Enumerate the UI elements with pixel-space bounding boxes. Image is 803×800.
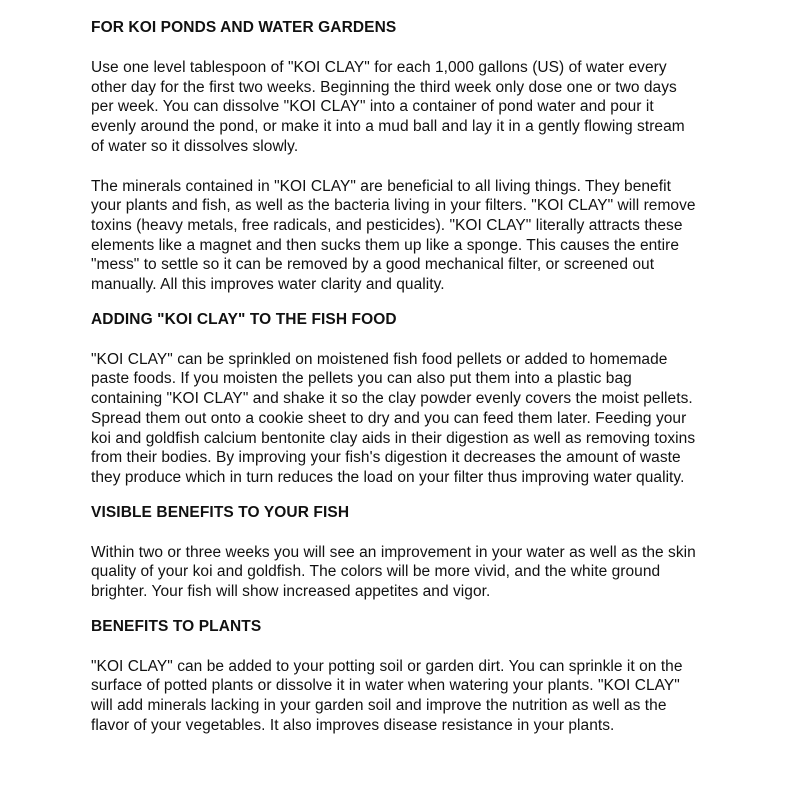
text-line: manually. All this improves water clarity and quality. <box>91 276 445 294</box>
text-line: "KOI CLAY" can be added to your potting soil or garden dirt. You can sprinkle it on the <box>91 657 683 675</box>
text-line: Within two or three weeks you will see an improvement in your water as well as the skin <box>91 543 696 561</box>
text-line: quality of your koi and goldfish. The colors will be more vivid, and the white ground <box>91 563 661 581</box>
document-page <box>91 18 781 736</box>
text-line: Spread them out onto a cookie sheet to dry and you can feed them later. Feeding your <box>91 409 687 427</box>
text-line: of water so it dissolves slowly. <box>91 137 299 155</box>
text-line: from their bodies. By improving your fish's digestion it decreases the amount of waste <box>91 449 681 467</box>
paragraph-minerals <box>91 177 781 295</box>
text-line: The minerals contained in "KOI CLAY" are beneficial to all living things. They benefit <box>91 177 671 195</box>
text-line: toxins (heavy metals, free radicals, and pesticides). "KOI CLAY" literally attracts these <box>91 216 683 234</box>
section-heading-fish-food: ADDING "KOI CLAY" TO THE FISH FOOD <box>91 310 397 328</box>
text-line: other day for the first two weeks. Beginning the third week only dose one or two days <box>91 78 677 96</box>
text-line: "mess" to settle so it can be removed by a good mechanical filter, or screened out <box>91 256 655 274</box>
text-line: surface of potted plants or dissolve it in water when watering your plants. "KOI CLAY" <box>91 677 680 695</box>
text-line: brighter. Your fish will show increased appetites and vigor. <box>91 583 491 601</box>
text-line: they produce which in turn reduces the load on your filter thus improving water quality. <box>91 468 685 486</box>
text-line: "KOI CLAY" can be sprinkled on moistened fish food pellets or added to homemade <box>91 350 668 368</box>
text-line: your plants and fish, as well as the bacteria living in your filters. "KOI CLAY" will remove <box>91 197 696 215</box>
paragraph-plants <box>91 657 781 736</box>
text-line: will add minerals lacking in your garden soil and improve the nutrition as well as the <box>91 697 667 715</box>
text-line: Use one level tablespoon of "KOI CLAY" for each 1,000 gallons (US) of water every <box>91 59 667 76</box>
section-heading-koi-ponds: FOR KOI PONDS AND WATER GARDENS <box>91 19 397 36</box>
text-line: elements like a magnet and then sucks them up like a sponge. This causes the entire <box>91 236 680 254</box>
text-line: paste foods. If you moisten the pellets you can also put them into a plastic bag <box>91 370 632 388</box>
text-line: containing "KOI CLAY" and shake it so the clay powder evenly covers the moist pellets. <box>91 390 693 408</box>
text-line: per week. You can dissolve "KOI CLAY" into a container of pond water and pour it <box>91 98 654 116</box>
text-line: evenly around the pond, or make it into a mud ball and lay it in a gently flowing stream <box>91 118 685 136</box>
section-heading-visible-benefits: VISIBLE BENEFITS TO YOUR FISH <box>91 503 350 521</box>
text-line: flavor of your vegetables. It also improves disease resistance in your plants. <box>91 716 615 734</box>
text-line: koi and goldfish calcium bentonite clay aids in their digestion as well as removing toxins <box>91 429 696 447</box>
paragraph-visible-benefits <box>91 543 781 602</box>
paragraph-fish-food <box>91 350 781 488</box>
section-heading-plants: BENEFITS TO PLANTS <box>91 617 262 635</box>
paragraph-dosage <box>91 58 781 157</box>
